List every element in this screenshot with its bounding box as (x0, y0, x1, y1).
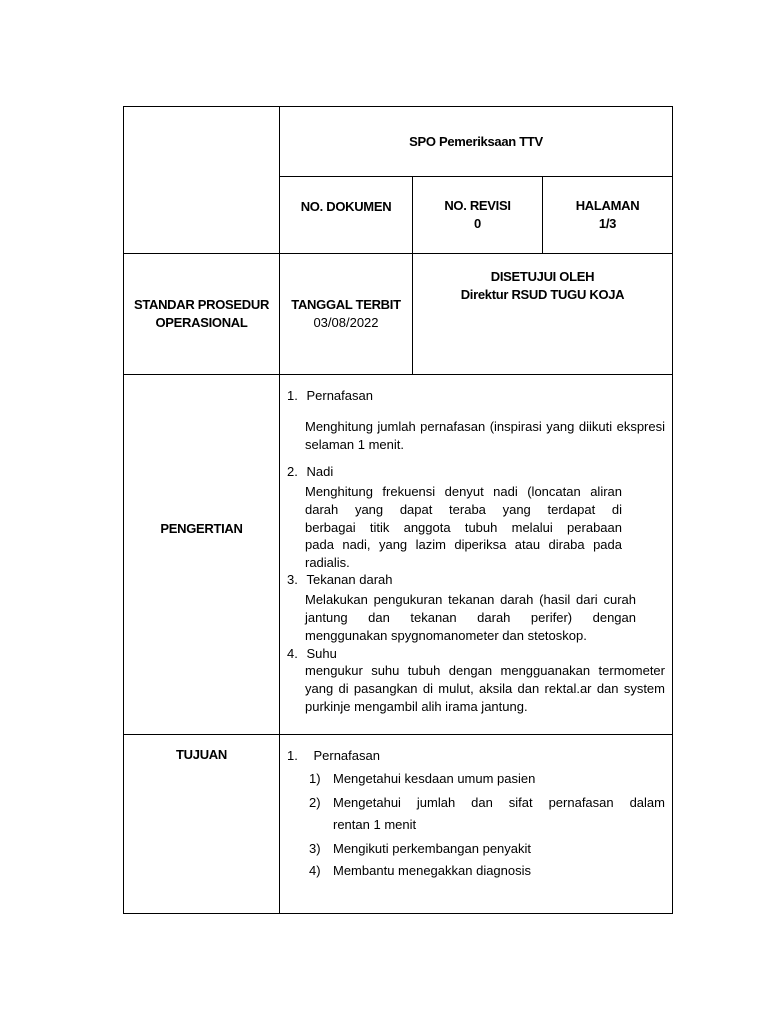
table-border-left (123, 106, 124, 914)
pengertian-item-2-line-1: Menghitung frekuensi denyut nadi (loncatan aliran (305, 484, 622, 499)
pengertian-item-1-text: Menghitung jumlah pernafasan (inspirasi yang diikuti ekspresi selaman 1 menit. (305, 419, 665, 452)
pengertian-item-3-heading (287, 571, 392, 589)
no-revisi-cell (412, 196, 543, 234)
pengertian-label (123, 518, 280, 538)
row-divider-3 (123, 734, 673, 735)
pengertian-item-4-heading (287, 645, 337, 663)
pengertian-item-2-heading (287, 463, 333, 481)
halaman-cell (542, 196, 673, 234)
no-revisi-value: 0 (474, 216, 481, 231)
pengertian-item-1-title: Pernafasan (306, 388, 373, 403)
tujuan-item-1-text: Mengetahui kesdaan umum pasien (333, 771, 536, 786)
sop-label-line1: STANDAR PROSEDUR (133, 297, 270, 312)
tanggal-terbit-value: 03/08/2022 (313, 315, 379, 330)
tujuan-item-2-cont-text: rentan 1 menit (333, 817, 417, 832)
pengertian-item-4-title: Suhu (306, 646, 337, 661)
pengertian-item-3-num: 3. (287, 572, 298, 587)
disetujui-value: Direktur RSUD TUGU KOJA (460, 287, 625, 302)
pengertian-item-4-text: mengukur suhu tubuh dengan mengguanakan termometer yang di pasangkan di mulut, aksila dan rektal.ar dan system purkinje mengambil alih irama jantung. (305, 663, 665, 714)
halaman-label: HALAMAN (575, 198, 640, 213)
no-revisi-label: NO. REVISI (444, 198, 511, 213)
row-divider-1 (123, 253, 673, 254)
header-divider (279, 176, 673, 177)
label-column-divider (279, 106, 280, 914)
sop-label-cell (123, 295, 280, 333)
tujuan-item-2-cont (309, 816, 416, 834)
pengertian-item-1-heading (287, 387, 373, 405)
tujuan-item-3-text: Mengikuti perkembangan penyakit (333, 841, 532, 856)
tujuan-item-2 (309, 794, 665, 812)
disetujui-label: DISETUJUI OLEH (490, 269, 595, 284)
pengertian-item-1-num: 1. (287, 388, 298, 403)
halaman-value: 1/3 (598, 216, 617, 231)
pengertian-item-4-num: 4. (287, 646, 298, 661)
pengertian-item-2-num: 2. (287, 464, 298, 479)
pengertian-item-3-title: Tekanan darah (306, 572, 393, 587)
tujuan-heading-text: Pernafasan (313, 748, 380, 763)
tujuan-item-2-num: 2) (309, 795, 321, 810)
pengertian-item-2-line-4: pada nadi, yang lazim diperiksa atau diraba pada (305, 537, 622, 552)
pengertian-label-text: PENGERTIAN (160, 520, 243, 536)
document-title (279, 106, 673, 176)
no-dokumen-cell (279, 188, 413, 224)
tanggal-terbit-label: TANGGAL TERBIT (291, 297, 401, 312)
tujuan-item-4-text: Membantu menegakkan diagnosis (333, 863, 532, 878)
tujuan-item-4-num: 4) (309, 863, 321, 878)
tujuan-item-2-text: Mengetahui jumlah dan sifat pernafasan dalam (333, 795, 665, 810)
tujuan-item-1-num: 1) (309, 771, 321, 786)
pengertian-item-2-line-2: darah yang dapat teraba yang terdapat di (305, 502, 622, 517)
sop-label-line2: OPERASIONAL (155, 315, 248, 330)
table-border-bottom (123, 913, 673, 914)
tujuan-item-3 (309, 840, 531, 858)
tujuan-item-4 (309, 862, 531, 880)
row-divider-2 (123, 374, 673, 375)
tanggal-terbit-cell (279, 295, 413, 333)
disetujui-cell (412, 267, 673, 305)
tujuan-item-3-num: 3) (309, 841, 321, 856)
tujuan-heading (287, 747, 380, 765)
tujuan-label (123, 744, 280, 764)
tujuan-heading-num: 1. (287, 748, 298, 763)
pengertian-item-3-text: Melakukan pengukuran tekanan darah (hasil dari curah jantung dan tekanan darah perifer) dengan menggunakan spygnomanometer dan stetoskop. (305, 592, 636, 643)
document-title-text: SPO Pemeriksaan TTV (409, 133, 543, 149)
pengertian-item-2-line-3: berbagai titik anggota tubuh melalui perabaan (305, 520, 622, 535)
pengertian-item-2-title: Nadi (306, 464, 334, 479)
pengertian-item-2-line-5: radialis. (305, 555, 350, 570)
tujuan-item-1 (309, 770, 535, 788)
no-dokumen-label: NO. DOKUMEN (300, 198, 392, 214)
tujuan-label-text: TUJUAN (176, 746, 227, 762)
